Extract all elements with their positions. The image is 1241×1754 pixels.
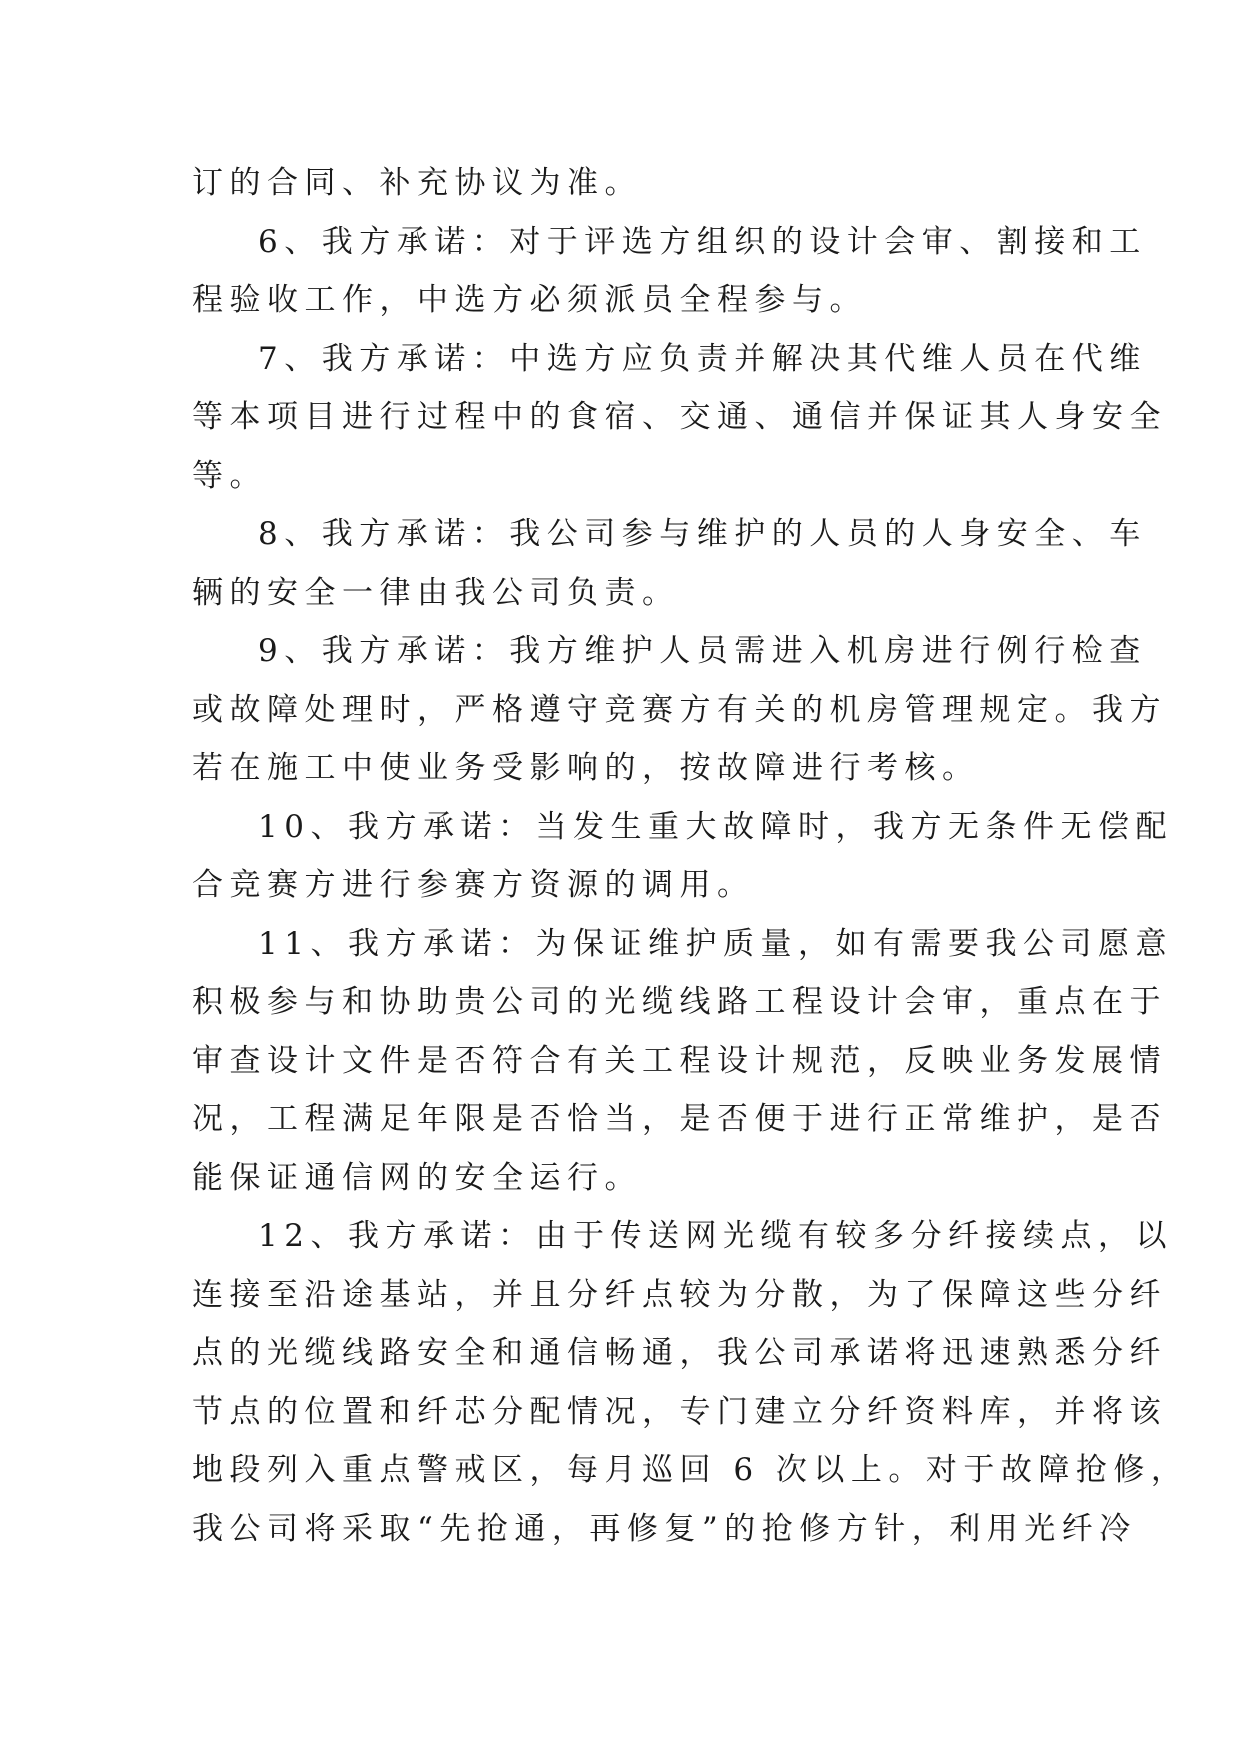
text-line: 能保证通信网的安全运行。: [192, 1159, 642, 1196]
text-line: 况，工程满足年限是否恰当，是否便于进行正常维护，是否: [192, 1101, 1167, 1137]
text-line: 6、我方承诺：对于评选方组织的设计会审、割接和工: [258, 223, 1147, 260]
text-line: 订的合同、补充协议为准。: [192, 165, 642, 201]
paragraph-item-12: [192, 1207, 1189, 1558]
text-line: 程验收工作，中选方必须派员全程参与。: [192, 282, 867, 318]
text-line: 9、我方承诺：我方维护人员需进入机房进行例行检查: [258, 633, 1147, 669]
document-body: [192, 154, 1189, 1558]
text-line: 8、我方承诺：我公司参与维护的人员的人身安全、车: [258, 516, 1147, 552]
paragraph-item-7: [192, 330, 1167, 506]
paragraph-item-11: [192, 915, 1173, 1208]
text-line: 10、我方承诺：当发生重大故障时，我方无条件无偿配: [258, 808, 1173, 845]
text-line: 等本项目进行过程中的食宿、交通、通信并保证其人身安全: [192, 399, 1167, 435]
text-line: 地段列入重点警戒区，每月巡回 6 次以上。对于故障抢修，: [192, 1452, 1189, 1488]
text-line: 我公司将采取“先抢通，再修复”的抢修方针，利用光纤冷: [192, 1510, 1137, 1547]
paragraph-continuation: [192, 154, 1062, 213]
text-line: 或故障处理时，严格遵守竞赛方有关的机房管理规定。我方: [192, 691, 1167, 728]
text-line: 合竞赛方进行参赛方资源的调用。: [192, 867, 755, 903]
text-line: 若在施工中使业务受影响的，按故障进行考核。: [192, 750, 980, 786]
paragraph-item-6: [192, 213, 1147, 330]
text-line: 积极参与和协助贵公司的光缆线路工程设计会审，重点在于: [192, 984, 1167, 1020]
text-line: 辆的安全一律由我公司负责。: [192, 574, 680, 611]
text-line: 审查设计文件是否符合有关工程设计规范，反映业务发展情: [192, 1042, 1167, 1079]
text-line: 节点的位置和纤芯分配情况，专门建立分纤资料库，并将该: [192, 1393, 1167, 1430]
paragraph-item-10: [192, 798, 1173, 915]
text-line: 12、我方承诺：由于传送网光缆有较多分纤接续点，以: [258, 1218, 1173, 1254]
text-line: 7、我方承诺：中选方应负责并解决其代维人员在代维: [258, 340, 1147, 377]
text-line: 连接至沿途基站，并且分纤点较为分散，为了保障这些分纤: [192, 1276, 1167, 1313]
paragraph-item-8: [192, 505, 1147, 622]
paragraph-item-9: [192, 622, 1167, 798]
text-line: 点的光缆线路安全和通信畅通，我公司承诺将迅速熟悉分纤: [192, 1335, 1167, 1371]
text-line: 等。: [192, 457, 267, 494]
text-line: 11、我方承诺：为保证维护质量，如有需要我公司愿意: [258, 925, 1173, 962]
